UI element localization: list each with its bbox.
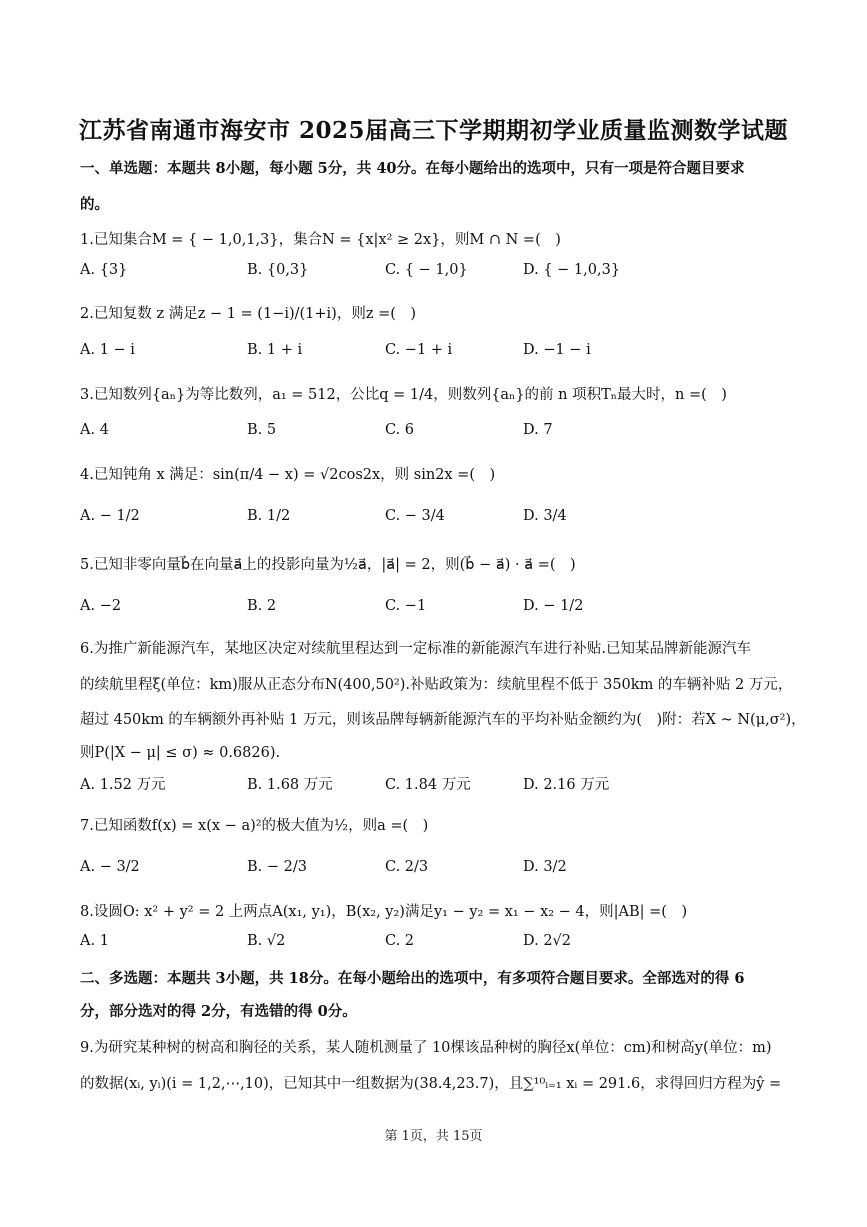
question-6-stem-line3: 超过 450km 的车辆额外再补贴 1 万元，则该品牌每辆新能源汽车的平均补贴金额约为( )附：若X ~ N(μ,σ²)， (80, 712, 806, 728)
question-6-stem-line2: 的续航里程ξ(单位：km)服从正态分布N(400,50²).补贴政策为：续航里程不低于 350km 的车辆补贴 2 万元， (80, 677, 793, 693)
section2-header-line2: 分，部分选对的得 2分，有选错的得 0分。 (80, 1003, 357, 1020)
section1-header-line2: 的。 (80, 196, 109, 213)
question-6-option-c: C. 1.84 万元 (385, 777, 471, 793)
question-4-option-b: B. 1/2 (247, 508, 291, 524)
question-5-option-c: C. −1 (385, 598, 427, 614)
question-1-option-b: B. {0,3} (247, 262, 309, 278)
question-8-option-c: C. 2 (385, 933, 415, 949)
question-7-option-b: B. − 2/3 (247, 859, 307, 875)
question-5-option-b: B. 2 (247, 598, 277, 614)
section2-header-line1: 二、多选题：本题共 3小题，共 18分。在每小题给出的选项中，有多项符合题目要求。全部选对的得 6 (80, 970, 745, 987)
question-1-stem: 1.已知集合M = { − 1,0,1,3}，集合N = {x|x² ≥ 2x}，则M ∩ N =( ) (80, 232, 561, 248)
question-7-option-a: A. − 3/2 (80, 859, 140, 875)
question-3-option-c: C. 6 (385, 422, 415, 438)
question-6-option-b: B. 1.68 万元 (247, 777, 333, 793)
question-2-option-d: D. −1 − i (523, 342, 591, 358)
question-1-option-d: D. { − 1,0,3} (523, 262, 621, 278)
question-8-option-a: A. 1 (80, 933, 109, 949)
question-9-stem-line1: 9.为研究某种树的树高和胸径的关系，某人随机测量了 10棵该品种树的胸径x(单位：cm)和树高y(单位：m) (80, 1040, 772, 1056)
question-9-stem-line2: 的数据(xᵢ, yᵢ)(i = 1,2,⋯,10)，已知其中一组数据为(38.4,23.7)，且∑¹⁰ᵢ₌₁ xᵢ = 291.6，求得回归方程为ŷ = (80, 1076, 782, 1092)
question-2-option-b: B. 1 + i (247, 342, 303, 358)
question-8-option-b: B. √2 (247, 933, 286, 949)
question-3-option-a: A. 4 (80, 422, 109, 438)
question-6-stem-line4: 则P(|X − μ| ≤ σ) ≈ 0.6826). (80, 745, 281, 761)
question-5-option-a: A. −2 (80, 598, 122, 614)
question-2-stem: 2.已知复数 z 满足z − 1 = (1−i)/(1+i)，则z =( ) (80, 306, 417, 322)
question-5-option-d: D. − 1/2 (523, 598, 584, 614)
question-2-option-a: A. 1 − i (80, 342, 135, 358)
question-6-option-d: D. 2.16 万元 (523, 777, 610, 793)
question-6-option-a: A. 1.52 万元 (80, 777, 166, 793)
question-1-option-c: C. { − 1,0} (385, 262, 468, 278)
question-4-option-c: C. − 3/4 (385, 508, 445, 524)
question-7-option-c: C. 2/3 (385, 859, 429, 875)
section1-header-line1: 一、单选题：本题共 8小题，每小题 5分，共 40分。在每小题给出的选项中，只有一项是符合题目要求 (80, 160, 745, 177)
question-3-stem: 3.已知数列{aₙ}为等比数列，a₁ = 512，公比q = 1/4，则数列{aₙ}的前 n 项积Tₙ最大时，n =( ) (80, 387, 727, 403)
question-1-option-a: A. {3} (80, 262, 128, 278)
question-7-stem: 7.已知函数f(x) = x(x − a)²的极大值为½，则a =( ) (80, 818, 429, 834)
question-8-stem: 8.设圆O: x² + y² = 2 上两点A(x₁, y₁)，B(x₂, y₂)满足y₁ − y₂ = x₁ − x₂ − 4，则|AB| =( ) (80, 904, 688, 920)
question-4-option-d: D. 3/4 (523, 508, 567, 524)
question-5-stem: 5.已知非零向量b⃗在向量a⃗上的投影向量为½a⃗，|a⃗| = 2，则(b⃗ − a⃗) · a⃗ =( ) (80, 557, 576, 573)
question-4-option-a: A. − 1/2 (80, 508, 140, 524)
question-2-option-c: C. −1 + i (385, 342, 453, 358)
question-4-stem: 4.已知钝角 x 满足：sin(π/4 − x) = √2cos2x，则 sin2x =( ) (80, 467, 496, 483)
question-3-option-b: B. 5 (247, 422, 277, 438)
page-title: 江苏省南通市海安市 2025届高三下学期期初学业质量监测数学试题 (78, 117, 789, 144)
question-6-stem-line1: 6.为推广新能源汽车，某地区决定对续航里程达到一定标准的新能源汽车进行补贴.已知某品牌新能源汽车 (80, 641, 751, 657)
question-3-option-d: D. 7 (523, 422, 553, 438)
question-8-option-d: D. 2√2 (523, 933, 572, 949)
page-footer: 第 1页，共 15页 (384, 1129, 483, 1144)
question-7-option-d: D. 3/2 (523, 859, 567, 875)
